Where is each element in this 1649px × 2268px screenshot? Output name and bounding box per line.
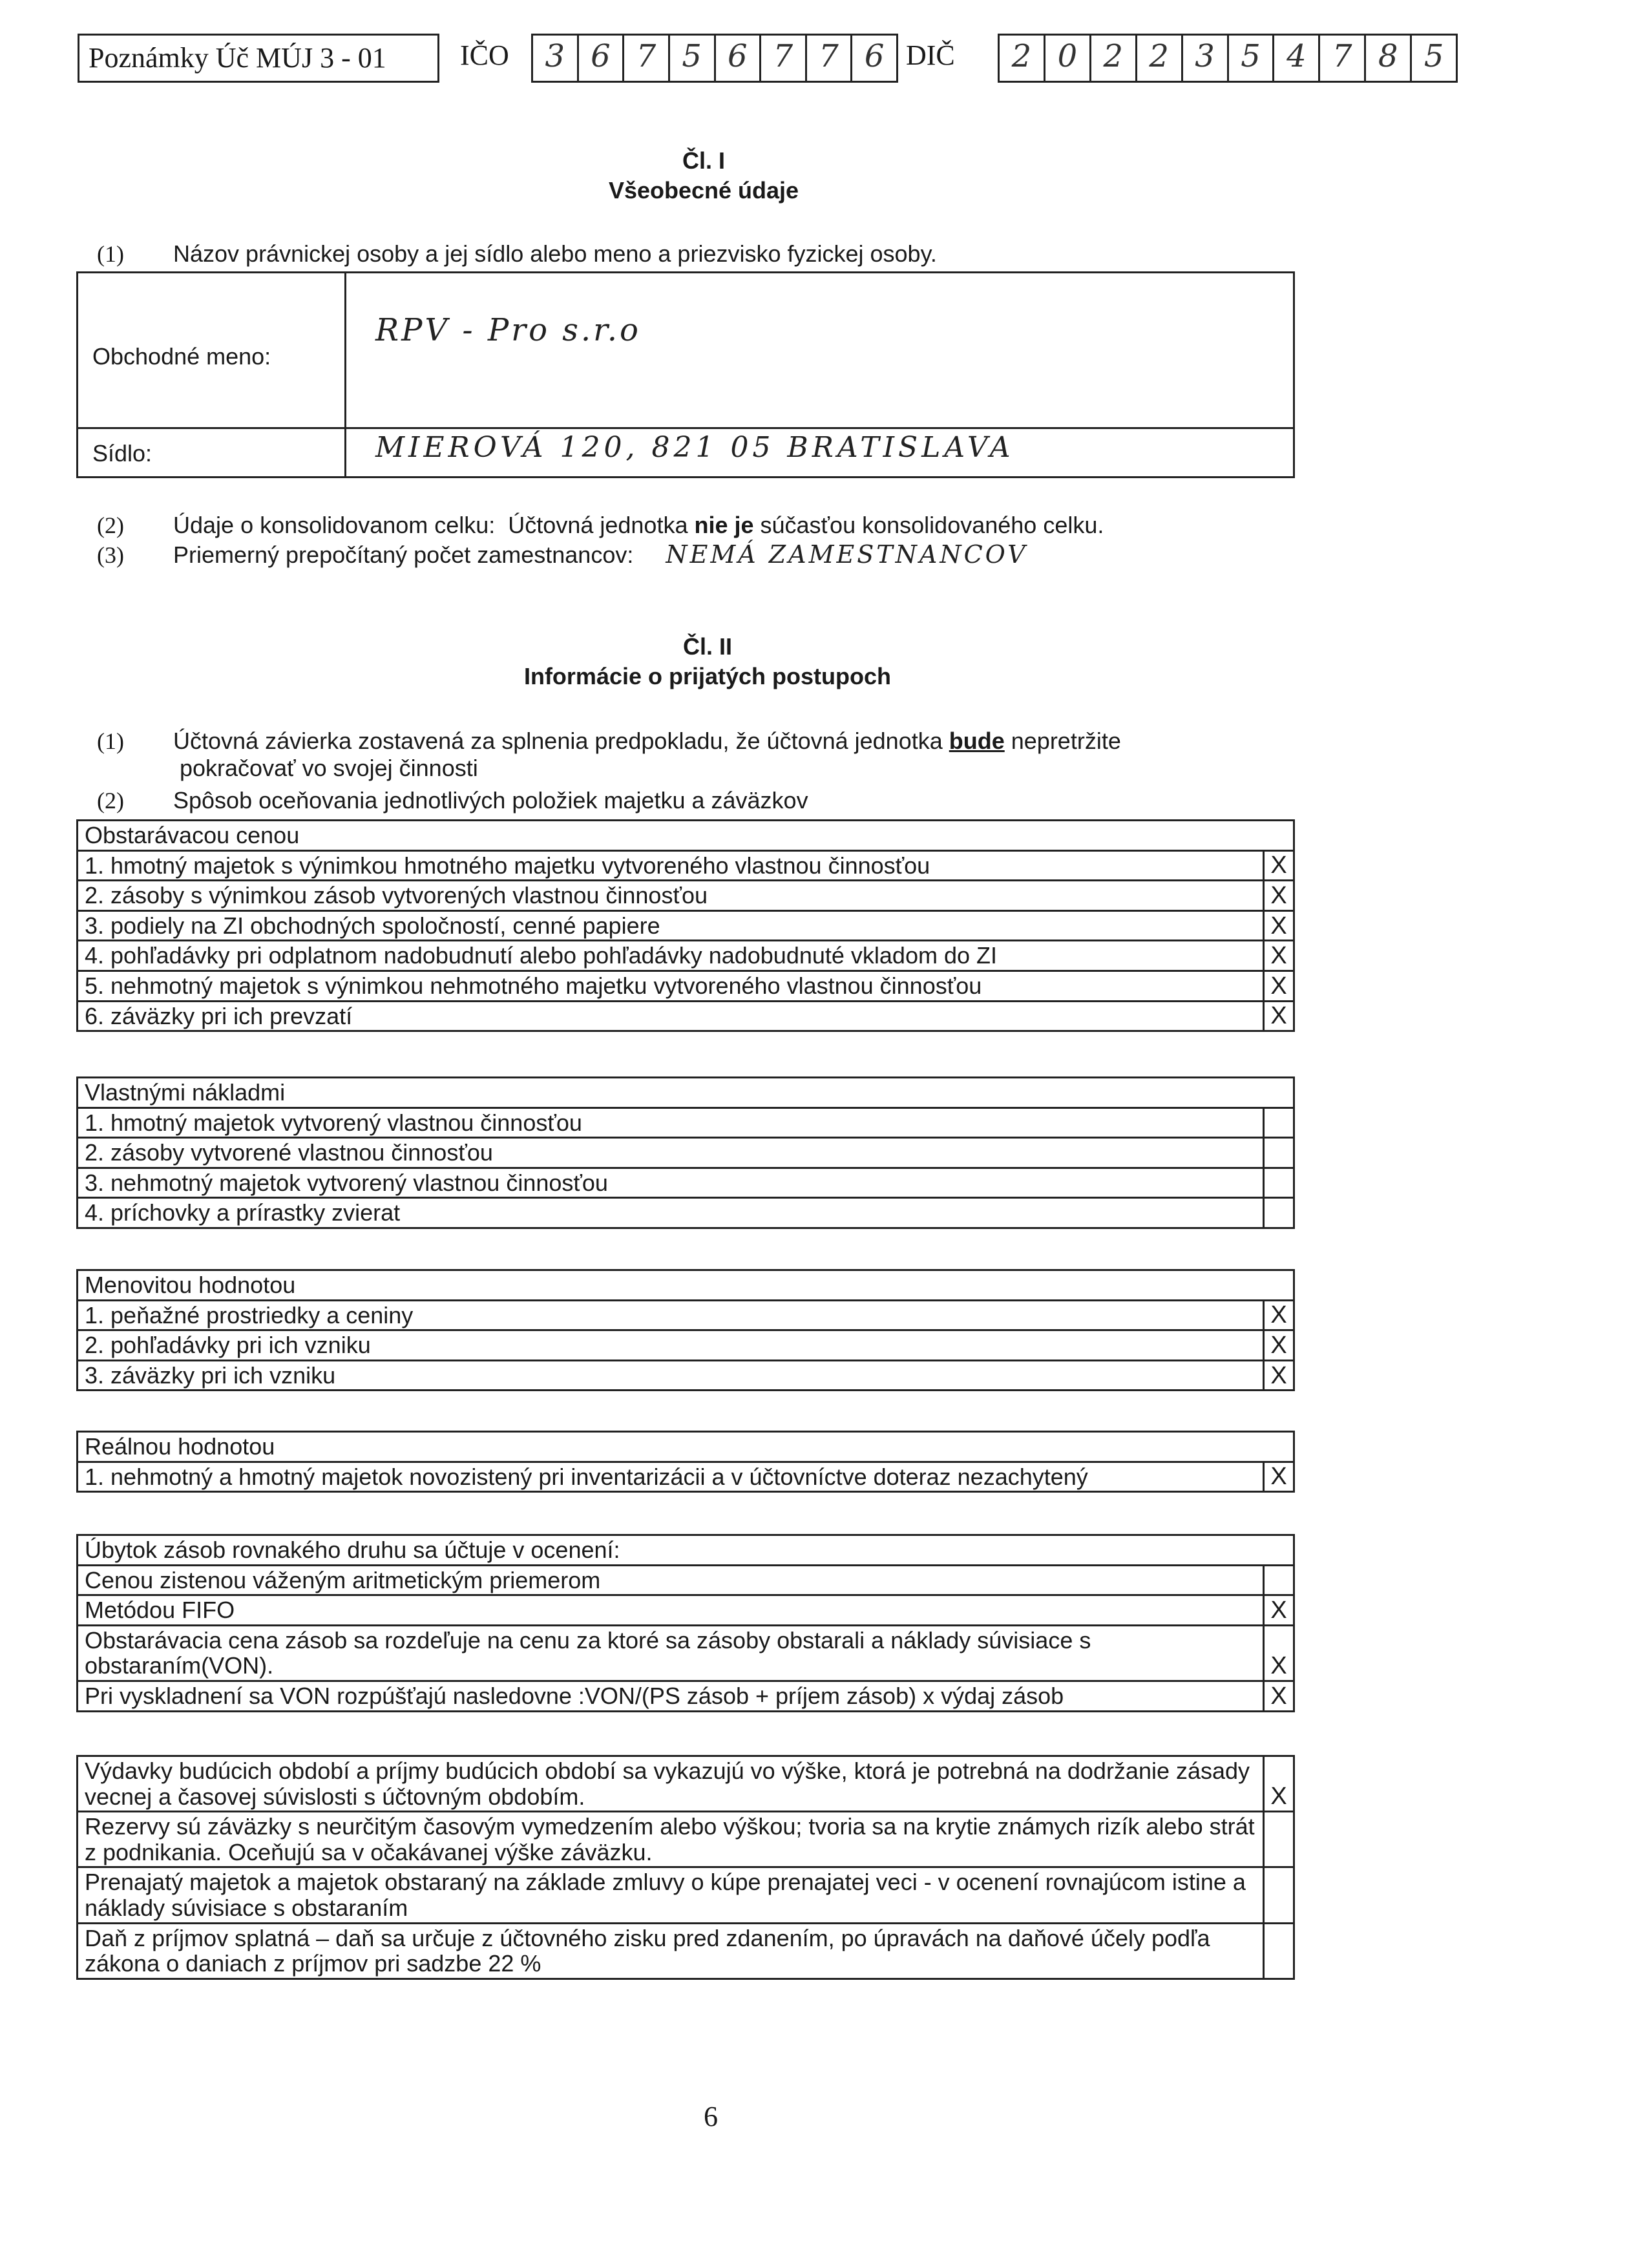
row-mark-checkbox [1264,1565,1294,1595]
row-label: 3. podiely na ZI obchodných spoločností, cenné papiere [78,910,1264,941]
item-text: Spôsob oceňovania jednotlivých položiek majetku a záväzkov [173,787,808,814]
table-obstaravacou [76,819,1295,1032]
ico-digit: 5 [670,36,716,81]
row-mark-checkbox: X [1264,1001,1294,1031]
item-number: (2) [97,512,124,538]
item-number: (1) [97,728,124,754]
page-number: 6 [704,2101,718,2132]
row-mark-checkbox: X [1264,1756,1294,1812]
table-row [78,850,1294,881]
table-row [78,1330,1294,1361]
table-row [78,1625,1294,1681]
row-label: Rezervy sú záväzky s neurčitým časovým vymedzením alebo výškou; tvoria sa na krytie známych rizík alebo strát z podnikania. Oceňujú sa v očakávanej výške záväzku. [78,1812,1264,1867]
row-label: 4. príchovky a prírastky zvierat [78,1198,1264,1228]
table-title-mark-cell [1264,821,1294,851]
table-ubytok [76,1534,1295,1712]
row-mark-checkbox [1264,1138,1294,1168]
company-table [76,271,1295,478]
section2-item1 [97,728,1121,755]
row-mark-checkbox: X [1264,971,1294,1001]
row-mark-checkbox: X [1264,910,1294,941]
row-label: 5. nehmotný majetok s výnimkou nehmotného majetku vytvoreného vlastnou činnosťou [78,971,1264,1001]
row-mark-checkbox [1264,1168,1294,1198]
section2-item2 [97,787,808,814]
dic-digit: 8 [1366,36,1412,81]
table-row [78,1360,1294,1391]
table-title: Obstarávacou cenou [78,821,1264,851]
section1-item1 [97,240,937,268]
row-mark-checkbox [1264,1923,1294,1979]
dic-digit: 5 [1229,36,1275,81]
row-label: 2. zásoby s výnimkou zásob vytvorených vlastnou činnosťou [78,881,1264,911]
dic-label: DIČ [906,39,955,71]
section2-heading: Čl. II [682,633,732,660]
dic-digit: 4 [1274,36,1320,81]
section1-item3 [97,540,1028,569]
row-label: Metódou FIFO [78,1595,1264,1626]
dic-digit: 0 [1045,36,1091,81]
table-row [78,1198,1294,1228]
table-row [78,1756,1294,1812]
ico-label: IČO [460,39,509,71]
dic-digit: 7 [1320,36,1366,81]
row-label: 1. peňažné prostriedky a ceniny [78,1300,1264,1330]
item-text: súčasťou konsolidovaného celku. [753,512,1104,538]
row-mark-checkbox: X [1264,881,1294,911]
row-mark-checkbox: X [1264,1330,1294,1361]
table-row [78,1923,1294,1979]
table-row [78,1812,1294,1867]
row-label: 1. hmotný majetok vytvorený vlastnou činnosťou [78,1108,1264,1138]
row-label: 3. nehmotný majetok vytvorený vlastnou činnosťou [78,1168,1264,1198]
section2-subheading: Informácie o prijatých postupoch [523,663,892,689]
table-row [78,1595,1294,1626]
row-mark-checkbox [1264,1198,1294,1228]
row-label: 1. nehmotný a hmotný majetok novozistený pri inventarizácii a v účtovníctve doteraz nezachytený [78,1462,1264,1492]
item-number: (3) [97,542,124,568]
table-realnou [76,1431,1295,1493]
ico-digit: 7 [807,36,853,81]
row-mark-checkbox: X [1264,850,1294,881]
item-number: (1) [97,241,124,267]
table-row [78,1681,1294,1711]
row-label: 6. záväzky pri ich prevzatí [78,1001,1264,1031]
ico-field [531,34,898,83]
seat-label: Sídlo: [92,440,152,467]
row-mark-checkbox: X [1264,1595,1294,1626]
table-title-mark-cell [1264,1078,1294,1108]
ico-digit: 7 [624,36,670,81]
ico-digit: 6 [579,36,625,81]
row-mark-checkbox [1264,1108,1294,1138]
dic-digit: 3 [1183,36,1229,81]
table-menovitou [76,1269,1295,1391]
table-row [78,1867,1294,1923]
row-label: Daň z príjmov splatná – daň sa určuje z účtovného zisku pred zdanením, po úpravách na daňové účely podľa zákona o daniach z príjmov pri sadzbe 22 % [78,1923,1264,1979]
table-title: Reálnou hodnotou [78,1432,1264,1462]
section1-subheading: Všeobecné údaje [608,177,799,204]
row-mark-checkbox: X [1264,941,1294,971]
seat-value: MIEROVÁ 120, 821 05 BRATISLAVA [375,431,1014,464]
row-label: Pri vyskladnení sa VON rozpúšťajú nasledovne :VON/(PS zásob + príjem zásob) x výdaj zásob [78,1681,1264,1711]
section1-item2 [97,512,1104,539]
table-row [78,1108,1294,1138]
item-text-bold: nie je [694,512,754,538]
table-vlastnymi [76,1076,1295,1229]
row-label: 3. záväzky pri ich vzniku [78,1360,1264,1391]
table-row [78,941,1294,971]
table-title: Úbytok zásob rovnakého druhu sa účtuje v ocenení: [78,1535,1264,1566]
dic-digit: 2 [1091,36,1137,81]
item-text: Priemerný prepočítaný počet zamestnancov: [173,541,634,568]
table-title: Menovitou hodnotou [78,1270,1264,1301]
row-label: Cenou zistenou váženým aritmetickým priemerom [78,1565,1264,1595]
table-row [78,971,1294,1001]
table-row [78,1300,1294,1330]
row-mark-checkbox: X [1264,1625,1294,1681]
table-title-mark-cell [1264,1270,1294,1301]
item-text: nepretržite [1004,728,1121,754]
row-label: Obstarávacia cena zásob sa rozdeľuje na cenu za ktoré sa zásoby obstarali a náklady súvisiace s obstaraním(VON). [78,1625,1264,1681]
row-label: 2. pohľadávky pri ich vzniku [78,1330,1264,1361]
row-mark-checkbox [1264,1812,1294,1867]
dic-digit: 2 [1000,36,1045,81]
row-label: Výdavky budúcich období a príjmy budúcich období sa vykazujú vo výške, ktorá je potrebná na dodržanie zásady vecnej a časovej súvislosti s účtovným obdobím. [78,1756,1264,1812]
row-label: 4. pohľadávky pri odplatnom nadobudnutí alebo pohľadávky nadobudnuté vkladom do ZI [78,941,1264,971]
form-label-box: Poznámky Úč MÚJ 3 - 01 [78,34,439,83]
dic-digit: 5 [1423,38,1444,74]
item-number: (2) [97,788,124,814]
company-label: Obchodné meno: [92,343,271,370]
ico-digit: 7 [761,36,807,81]
table-title-mark-cell [1264,1432,1294,1462]
item-text-bold: bude [949,728,1005,754]
row-mark-checkbox [1264,1867,1294,1923]
table-title: Vlastnými nákladmi [78,1078,1264,1108]
item-text: Účtovná závierka zostavená za splnenia predpokladu, že účtovná jednotka [173,728,949,754]
table-title-mark-cell [1264,1535,1294,1566]
ico-digit: 3 [533,36,579,81]
table-row [78,1168,1294,1198]
table-row [78,910,1294,941]
table-row [78,1462,1294,1492]
ico-digit: 6 [716,36,762,81]
item-text: Údaje o konsolidovanom celku: Účtovná jednotka [173,512,695,538]
section2-item1-cont: pokračovať vo svojej činnosti [180,755,478,781]
table-row [78,1138,1294,1168]
row-label: Prenajatý majetok a majetok obstaraný na základe zmluvy o kúpe prenajatej veci - v ocenení rovnajúcom istine a náklady súvisiace s obstaraním [78,1867,1264,1923]
row-label: 2. zásoby vytvorené vlastnou činnosťou [78,1138,1264,1168]
company-value: RPV - Pro s.r.o [375,312,641,348]
item-text: Názov právnickej osoby a jej sídlo alebo meno a priezvisko fyzickej osoby. [173,240,937,267]
row-label: 1. hmotný majetok s výnimkou hmotného majetku vytvoreného vlastnou činnosťou [78,850,1264,881]
row-mark-checkbox: X [1264,1681,1294,1711]
table-row [78,1001,1294,1031]
employee-count-value: NEMÁ ZAMESTNANCOV [666,540,1028,569]
section1-heading: Čl. I [682,147,725,174]
dic-digit: 2 [1137,36,1183,81]
table-row [78,881,1294,911]
row-mark-checkbox: X [1264,1300,1294,1330]
dic-field [998,34,1458,83]
table-vydavky [76,1755,1295,1980]
table-row [78,1565,1294,1595]
ico-digit: 6 [864,38,885,74]
row-mark-checkbox: X [1264,1462,1294,1492]
row-mark-checkbox: X [1264,1360,1294,1391]
